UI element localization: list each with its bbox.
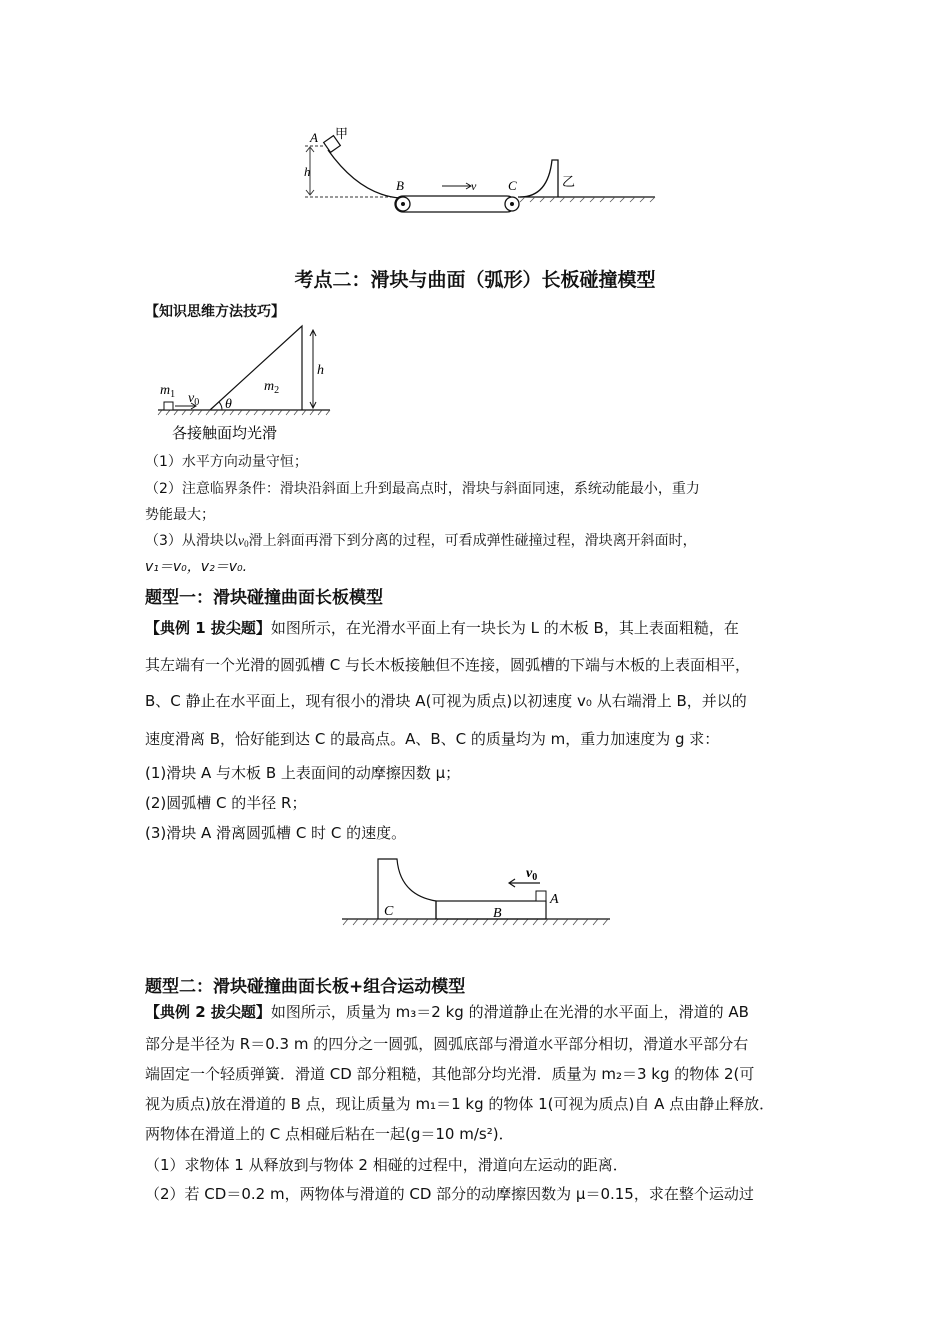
type2-line-4: 视为质点)放在滑道的 B 点，现让质量为 m₁＝1 kg 的物体 1(可视为质点)自 A 点由静止释放． [145, 1095, 775, 1113]
figure-arc-slot-board [340, 855, 620, 935]
point-2a: （2）注意临界条件：滑块沿斜面上升到最高点时，滑块与斜面同速，系统动能最小，重力 [145, 481, 700, 497]
fig1-label-A: A [310, 130, 318, 145]
type1-q1: (1)滑块 A 与木板 B 上表面间的动摩擦因数 μ； [145, 764, 461, 782]
point-3a: （3）从滑块以v0滑上斜面再滑下到分离的过程，可看成弹性碰撞过程，滑块离开斜面时， [145, 533, 697, 549]
fig2-caption: 各接触面均光滑 [172, 426, 278, 442]
knowledge-header: 【知识思维方法技巧】 [145, 304, 285, 320]
point-1: （1）水平方向动量守恒； [145, 454, 308, 470]
section-title: 考点二：滑块与曲面（弧形）长板碰撞模型 [294, 269, 656, 291]
type1-line-2: 其左端有一个光滑的圆弧槽 C 与长木板接触但不连接，圆弧槽的下端与木板的上表面相平， [145, 656, 751, 674]
fig3-label-A: A [550, 892, 559, 907]
fig3-v0: $v_0$ [526, 866, 538, 883]
type2-q2: （2）若 CD＝0.2 m，两物体与滑道的 CD 部分的动摩擦因数为 μ＝0.15，求在整个运动过 [145, 1185, 754, 1203]
type2-line-2: 部分是半径为 R＝0.3 m 的四分之一圆弧，圆弧底部与滑道水平部分相切，滑道水平部分右 [145, 1035, 749, 1053]
fig3-label-B: B [493, 906, 502, 921]
fig1-label-B: B [396, 178, 404, 193]
type1-line-3: B、C 静止在水平面上，现有很小的滑块 A(可视为质点)以初速度 v₀ 从右端滑上 B，并以的 [145, 692, 747, 710]
fig1-label-v: v [471, 179, 477, 193]
figure-incline [150, 322, 350, 444]
type2-heading: 题型二：滑块碰撞曲面长板+组合运动模型 [145, 977, 466, 997]
fig2-theta: θ [225, 397, 232, 412]
fig2-m2: $m_2$ [264, 379, 280, 396]
fig1-label-jia: 甲 [335, 126, 349, 141]
type1-q2: (2)圆弧槽 C 的半径 R； [145, 794, 307, 812]
fig1-label-h: h [304, 164, 311, 179]
type2-line-5: 两物体在滑道上的 C 点相碰后粘在一起(g＝10 m/s²)． [145, 1125, 514, 1143]
fig3-label-C: C [384, 904, 394, 919]
point-2b: 势能最大； [145, 507, 215, 523]
fig1-label-C: C [508, 178, 517, 193]
fig2-v0: $v_0$ [188, 391, 200, 408]
fig2-m1: $m_1$ [160, 383, 176, 400]
type1-line-1: 【典例 1 拔尖题】如图所示，在光滑水平面上有一块长为 L 的木板 B，其上表面粗糙，在 [145, 619, 739, 637]
type1-q3: (3)滑块 A 滑离圆弧槽 C 时 C 的速度。 [145, 824, 407, 842]
type1-line-4: 速度滑离 B，恰好能到达 C 的最高点。A、B、C 的质量均为 m，重力加速度为 g 求： [145, 730, 720, 748]
figure-track-conveyor [290, 120, 670, 220]
point-3b: v₁＝v₀，v₂＝v₀. [145, 559, 248, 575]
type2-line-3: 端固定一个轻质弹簧．滑道 CD 部分粗糙，其他部分均光滑．质量为 m₂＝3 kg 的物体 2(可 [145, 1065, 755, 1083]
type2-q1: （1）求物体 1 从释放到与物体 2 相碰的过程中，滑道向左运动的距离． [145, 1156, 628, 1174]
fig2-h: h [317, 363, 324, 378]
type2-line-1: 【典例 2 拔尖题】如图所示，质量为 m₃＝2 kg 的滑道静止在光滑的水平面上，滑道的 AB [145, 1003, 749, 1021]
fig1-label-yi: 乙 [562, 174, 576, 189]
type1-heading: 题型一：滑块碰撞曲面长板模型 [145, 588, 383, 608]
